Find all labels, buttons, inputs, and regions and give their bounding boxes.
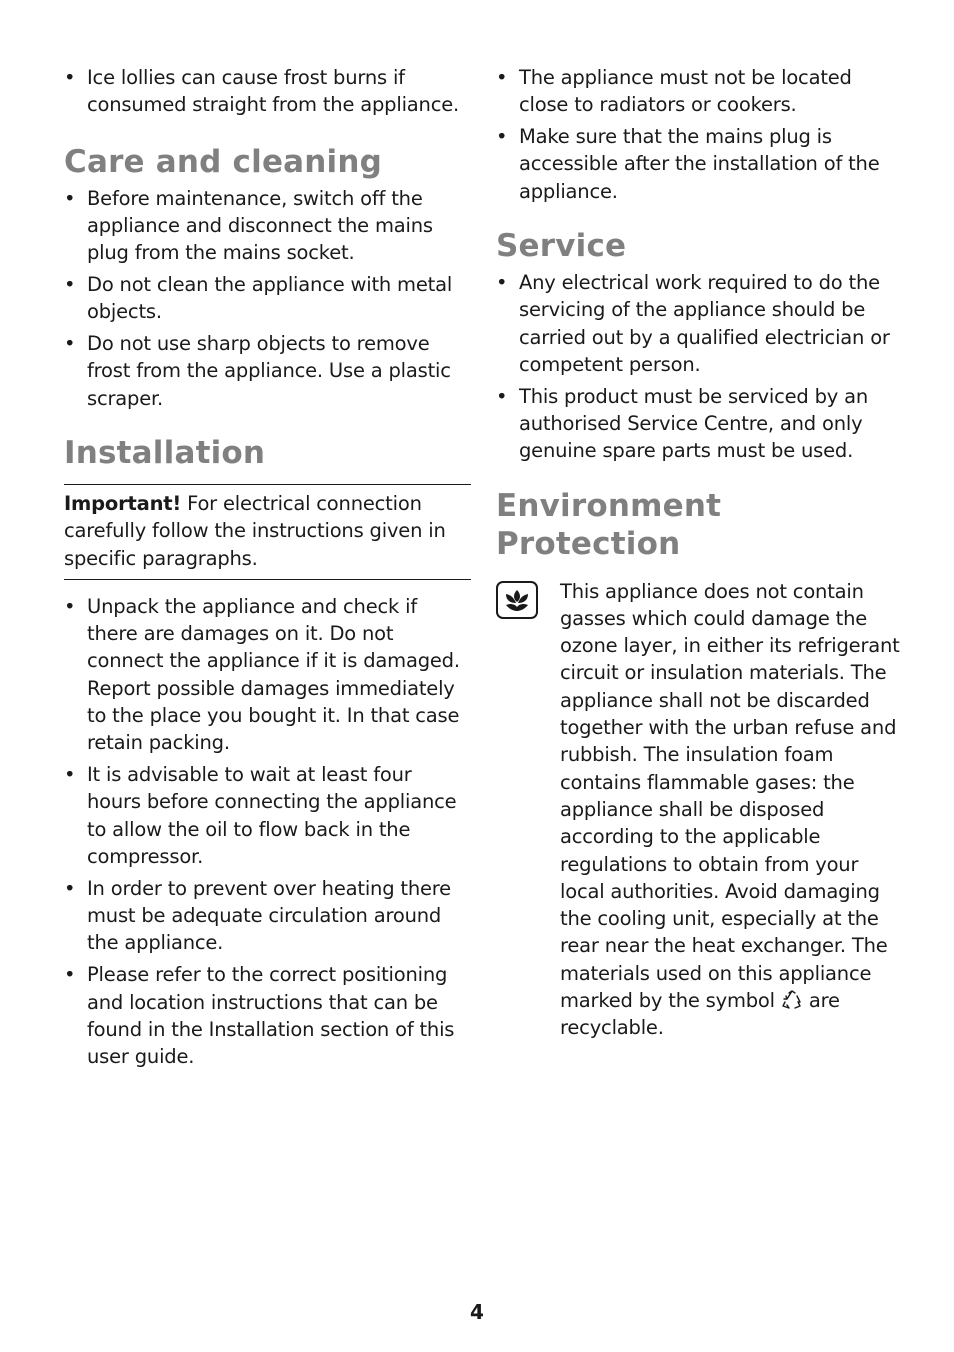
environment-text: This appliance does not contain gasses which could damage the ozone layer, in either its refrigerant circuit or insulation materials. The appliance shall not be discarded together with the urban refuse and rubbish. The insulation foam contains flammable gases: the appliance shall be disposed according to the applicable regulations to obtain from your local authorities. Avoid damaging the cooling unit, especially at the rear near the heat exchanger. The materials used on this appliance marked by the symbol are recyclable. [560,579,900,1040]
left-column [64,64,471,1075]
environment-section [496,578,906,1042]
recycle-icon [781,990,803,1010]
list-item: • It is advisable to wait at least four hours before connecting the appliance to allow the oil to flow back in the compressor. [64,763,457,869]
list-item: • Ice lollies can cause frost burns if consumed straight from the appliance. [64,66,460,117]
list-item: • Before maintenance, switch off the appliance and disconnect the mains plug from the mains socket. [64,186,433,265]
important-note [64,484,471,580]
right-column [496,64,906,1042]
intro-list-left [64,64,471,119]
bullet-icon: • [64,332,76,356]
installation-list [64,593,471,1071]
bullet-icon: • [64,186,76,210]
list-item: • Make sure that the mains plug is accessible after the installation of the appliance. [496,125,880,203]
bullet-icon: • [496,66,508,89]
bullet-icon: • [64,763,76,787]
bullet-icon: • [64,963,76,987]
service-list [496,269,906,465]
bullet-icon: • [496,125,508,149]
intro-list-right [496,64,906,205]
care-heading: Care and cleaning [64,143,383,180]
list-item: • Any electrical work required to do the servicing of the appliance should be carried out by a qualified electrician or competent person. [496,270,890,376]
bullet-icon: • [64,594,76,618]
list-item: • Unpack the appliance and check if there are damages on it. Do not connect the appliance if it is damaged. Report possible damages immediately to the place you bought it. In that case retain packing. [64,594,460,755]
environment-heading: Environment Protection [496,487,722,562]
installation-heading: Installation [64,434,266,471]
bullet-icon: • [64,876,76,900]
important-label: Important! [64,491,182,515]
page-number: 4 [470,1300,484,1324]
list-item: • The appliance must not be located close to radiators or cookers. [496,66,852,117]
bullet-icon: • [496,384,508,408]
service-heading: Service [496,227,627,264]
care-list [64,185,471,412]
list-item: • This product must be serviced by an authorised Service Centre, and only genuine spare parts must be used. [496,384,869,463]
eco-flower-icon [496,581,538,619]
bullet-icon: • [64,66,76,89]
list-item: • Do not use sharp objects to remove frost from the appliance. Use a plastic scraper. [64,332,451,410]
bullet-icon: • [64,272,76,296]
list-item: • Please refer to the correct positioning and location instructions that can be found in the Installation section of this user guide. [64,963,455,1069]
important-text: For electrical connection carefully follow the instructions given in specific paragraphs. [64,491,446,570]
list-item: • In order to prevent over heating there must be adequate circulation around the appliance. [64,876,451,955]
bullet-icon: • [496,270,508,294]
list-item: • Do not clean the appliance with metal objects. [64,272,453,324]
